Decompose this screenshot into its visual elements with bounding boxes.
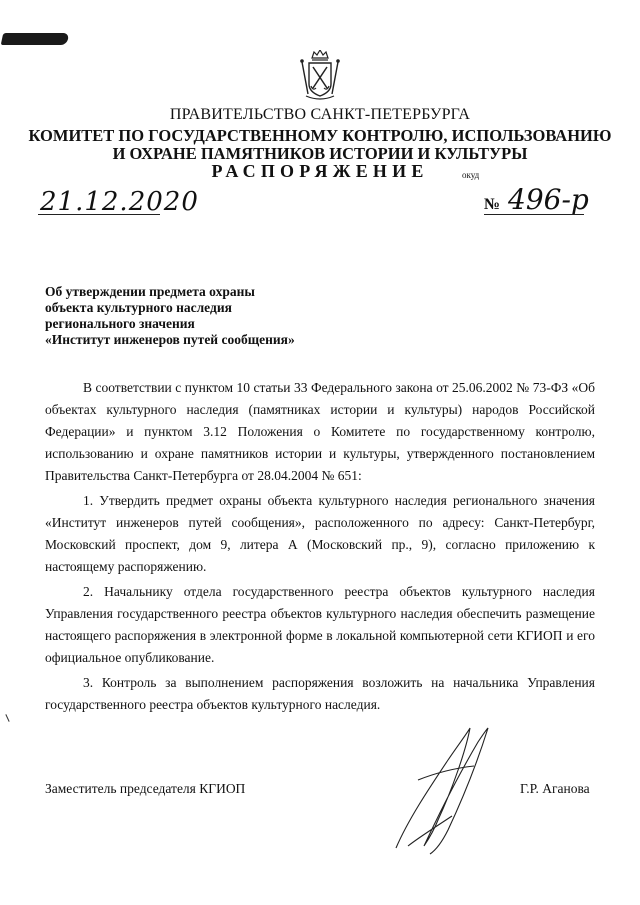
coat-of-arms-emblem bbox=[298, 50, 342, 102]
signer-position: Заместитель председателя КГИОП bbox=[45, 781, 246, 796]
government-title: ПРАВИТЕЛЬСТВО САНКТ-ПЕТЕРБУРГА bbox=[169, 106, 471, 123]
margin-mark bbox=[5, 714, 9, 722]
committee-name-line-2: И ОХРАНЕ ПАМЯТНИКОВ ИСТОРИИ И КУЛЬТУРЫ bbox=[112, 144, 528, 163]
preamble-paragraph: В соответствии с пунктом 10 статьи 33 Федерального закона от 25.06.2002 № 73-ФЗ «Об объектах культурного наследия (памятниках истории и культуры) народов Российской Федерации» и пунктом 3.12 Положения о Комитете по государственному контролю, использованию и охране памятников истории и культуры, утвержденного постановлением Правительства Санкт-Петербурга от 28.04.2004 № 651: bbox=[45, 380, 595, 483]
number-underline bbox=[484, 214, 584, 215]
clause-1-paragraph: 1. Утвердить предмет охраны объекта культурного наследия регионального значения «Институт инженеров путей сообщения», расположенного по адресу: Санкт-Петербург, Московский проспект, дом 9, литера А (Московский пр., 9), согласно приложению к настоящему распоряжению. bbox=[45, 493, 595, 574]
handwritten-number: 496-р bbox=[508, 183, 589, 216]
document-subject bbox=[45, 284, 295, 348]
handwritten-signature bbox=[378, 720, 498, 860]
document-type: РАСПОРЯЖЕНИЕ bbox=[211, 161, 429, 181]
document-body bbox=[45, 377, 595, 719]
clause-2-paragraph: 2. Начальнику отдела государственного реестра объектов культурного наследия Управления государственного реестра объектов культурного наследия обеспечить размещение настоящего распоряжения в электронной форме в локальной компьютерной сети КГИОП и его официальное опубликование. bbox=[45, 584, 595, 665]
subject-line: объекта культурного наследия bbox=[45, 300, 232, 315]
subject-line: регионального значения bbox=[45, 316, 195, 331]
signer-name: Г.Р. Аганова bbox=[520, 781, 590, 796]
date-underline bbox=[38, 214, 160, 215]
okud-label: окуд bbox=[462, 170, 480, 180]
handwritten-date: 21.12.2020 bbox=[40, 187, 199, 217]
ink-smudge bbox=[1, 33, 70, 45]
subject-line: Об утверждении предмета охраны bbox=[45, 284, 255, 299]
number-sign: № bbox=[484, 196, 501, 213]
subject-line: «Институт инженеров путей сообщения» bbox=[45, 332, 295, 347]
committee-name-line-1: КОМИТЕТ ПО ГОСУДАРСТВЕННОМУ КОНТРОЛЮ, ИСПОЛЬЗОВАНИЮ bbox=[28, 126, 612, 145]
clause-3-paragraph: 3. Контроль за выполнением распоряжения возложить на начальника Управления государственного реестра объектов культурного наследия. bbox=[45, 675, 595, 712]
